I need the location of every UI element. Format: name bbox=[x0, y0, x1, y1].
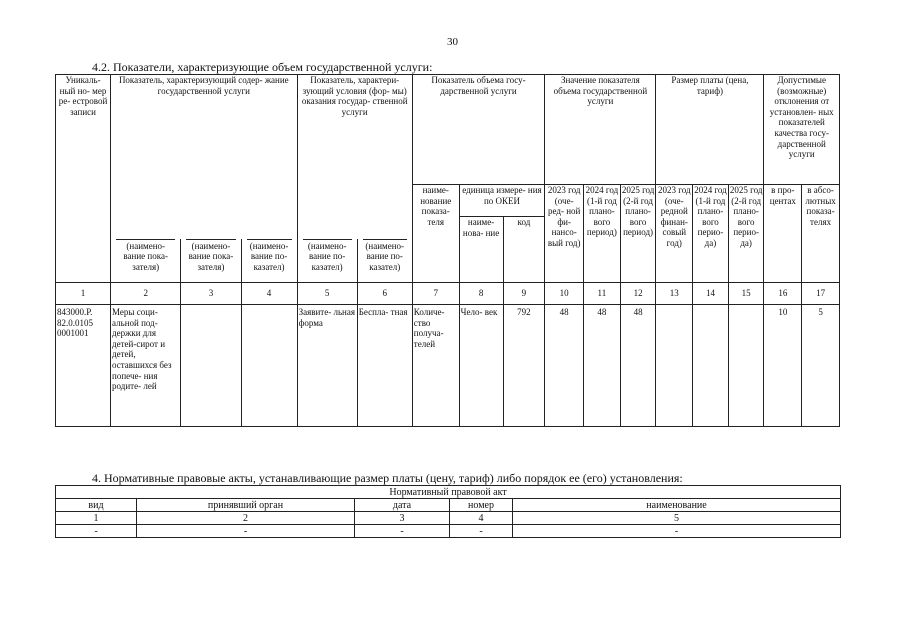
legal-act-group-header: Нормативный правовой акт bbox=[56, 486, 841, 499]
content-spacer-2 bbox=[111, 217, 298, 239]
sub-condition-1: (наимено- вание по- казател) bbox=[297, 239, 357, 283]
col-number: 1 bbox=[56, 512, 137, 525]
sub-content-1: (наимено- вание пока- зателя) bbox=[111, 239, 181, 283]
deviation-percent: 10 bbox=[764, 305, 802, 427]
header-percent: в про- центах bbox=[764, 185, 802, 283]
act-number-value: - bbox=[450, 525, 513, 538]
condition-value-1: Заявите- льная форма bbox=[297, 305, 357, 427]
col-header-authority: принявший орган bbox=[137, 499, 355, 512]
col-header-type: вид bbox=[56, 499, 137, 512]
col-number: 12 bbox=[620, 283, 656, 305]
content-spacer bbox=[111, 185, 298, 217]
header-2023-fee: 2023 год (оче- редной финан- совый год) bbox=[656, 185, 693, 283]
unit-code-value: 792 bbox=[503, 305, 545, 427]
col-number: 2 bbox=[111, 283, 181, 305]
col-number: 5 bbox=[513, 512, 841, 525]
page-number: 30 bbox=[447, 36, 458, 48]
header-2025-value: 2025 год (2-й год плано- вого период) bbox=[620, 185, 656, 283]
deviation-absolute: 5 bbox=[802, 305, 840, 427]
section-4-title: 4. Нормативные правовые акты, устанавливающие размер платы (цену, тариф) либо порядок ее (его) установления: bbox=[92, 471, 683, 485]
header-content-indicator: Показатель, характеризующий содер- жание государственной услуги bbox=[111, 75, 298, 185]
col-header-name: наименование bbox=[513, 499, 841, 512]
volume-indicators-table bbox=[55, 74, 840, 427]
col-number: 3 bbox=[181, 283, 241, 305]
header-unique-number: Уникаль- ный но- мер ре- естровой записи bbox=[56, 75, 111, 283]
conditions-spacer bbox=[297, 185, 412, 217]
col-number: 11 bbox=[584, 283, 621, 305]
col-number: 2 bbox=[137, 512, 355, 525]
header-unit-okei: единица измере- ния по ОКЕИ bbox=[459, 185, 545, 217]
col-number: 4 bbox=[450, 512, 513, 525]
header-2023-value: 2023 год (оче- ред- ной фи- нансо- вый год) bbox=[545, 185, 584, 283]
condition-value-2: Беспла- тная bbox=[357, 305, 412, 427]
header-fee: Размер платы (цена, тариф) bbox=[656, 75, 764, 185]
sub-content-3: (наимено- вание по- казател) bbox=[241, 239, 297, 283]
header-2024-fee: 2024 год (1-й год плано- вого перио- да) bbox=[693, 185, 729, 283]
header-absolute: в абсо- лютных показа- телях bbox=[802, 185, 840, 283]
col-number: 5 bbox=[297, 283, 357, 305]
header-deviation: Допустимые (возможные) отклонения от установлен- ных показателей качества госу- дарственной услуги bbox=[764, 75, 840, 185]
fee-2023 bbox=[656, 305, 693, 427]
fee-2024 bbox=[693, 305, 729, 427]
col-number: 7 bbox=[412, 283, 459, 305]
col-header-number: номер bbox=[450, 499, 513, 512]
header-volume-indicator: Показатель объема госу- дарственной услуги bbox=[412, 75, 545, 185]
content-value-2 bbox=[181, 305, 241, 427]
col-number: 6 bbox=[357, 283, 412, 305]
conditions-spacer-2 bbox=[297, 217, 412, 239]
col-header-date: дата bbox=[355, 499, 450, 512]
col-number: 1 bbox=[56, 283, 111, 305]
legal-acts-table bbox=[55, 485, 841, 538]
col-number: 16 bbox=[764, 283, 802, 305]
act-authority-value: - bbox=[137, 525, 355, 538]
col-number: 3 bbox=[355, 512, 450, 525]
header-unit-code: код bbox=[503, 217, 545, 283]
unit-name-value: Чело- век bbox=[459, 305, 503, 427]
header-unit-name: наиме- нова- ние bbox=[459, 217, 503, 283]
header-conditions-indicator: Показатель, характери- зующий условия (фор- мы) оказания государ- ственной услуги bbox=[297, 75, 412, 185]
fee-2025 bbox=[728, 305, 764, 427]
value-2025: 48 bbox=[620, 305, 656, 427]
act-name-value: - bbox=[513, 525, 841, 538]
col-number: 13 bbox=[656, 283, 693, 305]
act-date-value: - bbox=[355, 525, 450, 538]
header-indicator-value: Значение показателя объема государственной услуги bbox=[545, 75, 656, 185]
content-value-3 bbox=[241, 305, 297, 427]
sub-content-2: (наимено- вание пока- зателя) bbox=[181, 239, 241, 283]
registry-number: 843000.Р. 82.0.0105 0001001 bbox=[56, 305, 111, 427]
value-2024: 48 bbox=[584, 305, 621, 427]
col-number: 14 bbox=[693, 283, 729, 305]
content-value-1: Меры соци- альной под- держки для детей-сирот и детей, оставшихся без попече- ния родите- лей bbox=[111, 305, 181, 427]
col-number: 10 bbox=[545, 283, 584, 305]
header-2024-value: 2024 год (1-й год плано- вого период) bbox=[584, 185, 621, 283]
col-number: 8 bbox=[459, 283, 503, 305]
col-number: 4 bbox=[241, 283, 297, 305]
sub-condition-2: (наимено- вание по- казател) bbox=[357, 239, 412, 283]
indicator-name-value: Количе- ство получа- телей bbox=[412, 305, 459, 427]
header-2025-fee: 2025 год (2-й год плано- вого перио- да) bbox=[728, 185, 764, 283]
value-2023: 48 bbox=[545, 305, 584, 427]
header-indicator-name: наиме- нование показа- теля bbox=[412, 185, 459, 283]
col-number: 17 bbox=[802, 283, 840, 305]
section-42-title: 4.2. Показатели, характеризующие объем государственной услуги: bbox=[92, 60, 433, 74]
col-number: 15 bbox=[728, 283, 764, 305]
act-type-value: - bbox=[56, 525, 137, 538]
col-number: 9 bbox=[503, 283, 545, 305]
